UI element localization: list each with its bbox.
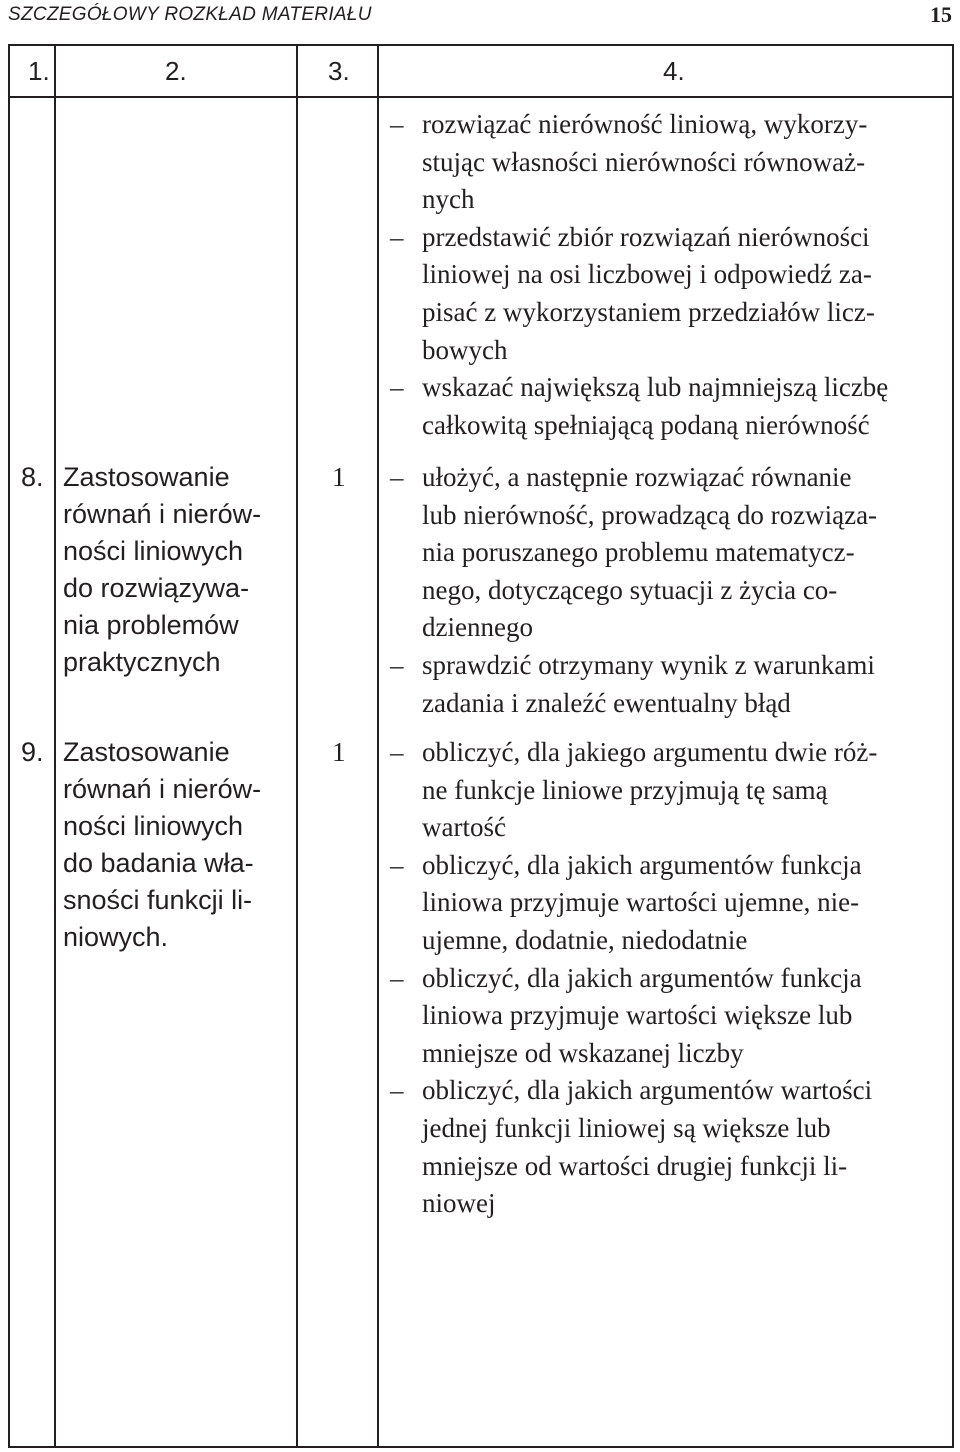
list-item (390, 960, 877, 1073)
text-line: obliczyć, dla jakich argumentów funkcja (422, 849, 862, 880)
text-line: ności liniowych (63, 536, 244, 566)
text-line: obliczyć, dla jakich argumentów funkcja (422, 962, 862, 993)
continuation-cell (390, 106, 889, 444)
text-line: stując własności nierówności równoważ- (422, 146, 866, 177)
text-line: pisać z wykorzystaniem przedziałów licz- (422, 296, 875, 327)
text-line: do rozwiązywa- (63, 573, 250, 603)
page-header (8, 0, 952, 34)
text-line: jednej funkcji liniowej są większe lub (422, 1112, 831, 1143)
text-line: równań i nierów- (63, 499, 262, 529)
column-divider-2 (296, 46, 298, 1446)
bullet-dash: – (390, 649, 404, 680)
text-line: sności funkcji li- (63, 885, 253, 915)
bullet-dash: – (390, 737, 404, 767)
text-line: przedstawić zbiór rozwiązań nierówności (422, 221, 870, 252)
hours-count: 1 (332, 462, 346, 492)
column-divider-3 (377, 46, 379, 1446)
header-title: SZCZEGÓŁOWY ROZKŁAD MATERIAŁU (8, 4, 372, 25)
text-line: wskazać największą lub najmniejszą liczbę (422, 372, 889, 403)
text-line: ne funkcje liniowe przyjmują tę samą (422, 774, 828, 805)
text-line: obliczyć, dla jakich argumentów wartości (422, 1075, 873, 1106)
text-line: Zastosowanie (63, 737, 230, 767)
text-line: Zastosowanie (63, 462, 230, 492)
row-number: 9. (21, 737, 44, 767)
text-line: mniejsze od wartości drugiej funkcji li- (422, 1150, 848, 1181)
list-item (390, 219, 888, 369)
column-header-3: 3. (328, 56, 350, 86)
hours-count: 1 (332, 737, 346, 767)
text-line: obliczyć, dla jakiego argumentu dwie róż- (422, 737, 878, 767)
header-row-divider (10, 96, 952, 98)
requirements-cell (390, 459, 878, 722)
column-header-1: 1. (28, 56, 50, 86)
text-line: lub nierówność, prowadzącą do rozwiąza- (422, 499, 878, 530)
list-item (390, 106, 888, 219)
text-line: bowych (422, 334, 508, 365)
text-line: ułożyć, a następnie rozwiązać równanie (422, 462, 852, 492)
text-line: rozwiązać nierówność liniową, wykorzy- (422, 109, 868, 139)
column-header-2: 2. (165, 56, 187, 86)
bullet-dash: – (390, 372, 404, 403)
text-line: nia poruszanego problemu matematycz- (422, 537, 855, 568)
list-item (390, 1072, 877, 1222)
list-item (390, 734, 878, 847)
text-line: ujemne, dodatnie, niedodatnie (422, 924, 748, 955)
text-line: nego, dotyczącego sytuacji z życia co- (422, 574, 838, 605)
list-item (390, 369, 889, 444)
text-line: liniowa przyjmuje wartości większe lub (422, 1000, 853, 1031)
row-topic (63, 459, 261, 681)
bullet-dash: – (390, 1075, 404, 1106)
text-line: ności liniowych (63, 811, 244, 841)
syllabus-table (8, 44, 954, 1448)
text-line: do badania wła- (63, 848, 254, 878)
text-line: zadania i znaleźć ewentualny błąd (422, 687, 791, 718)
bullet-dash: – (390, 462, 404, 492)
text-line: mniejsze od wskazanej liczby (422, 1037, 744, 1068)
bullet-dash: – (390, 849, 404, 880)
list-item (390, 847, 877, 960)
text-line: całkowitą spełniającą podaną nierówność (422, 409, 870, 440)
text-line: sprawdzić otrzymany wynik z warunkami (422, 649, 875, 680)
text-line: niowych. (63, 922, 169, 952)
text-line: praktycznych (63, 647, 221, 677)
bullet-dash: – (390, 221, 404, 252)
text-line: równań i nierów- (63, 774, 262, 804)
text-line: wartość (422, 812, 506, 843)
text-line: liniowa przyjmuje wartości ujemne, nie- (422, 887, 860, 918)
column-header-4: 4. (663, 56, 685, 86)
text-line: nia problemów (63, 610, 239, 640)
bullet-dash: – (390, 109, 404, 139)
text-line: dziennego (422, 612, 533, 643)
column-divider-1 (54, 46, 56, 1446)
bullet-dash: – (390, 962, 404, 993)
list-item (390, 459, 878, 647)
page-number: 15 (930, 2, 952, 27)
list-item (390, 647, 877, 722)
text-line: nych (422, 184, 475, 215)
requirements-cell (390, 734, 878, 1223)
text-line: niowej (422, 1188, 496, 1219)
text-line: liniowej na osi liczbowej i odpowiedź za- (422, 259, 872, 290)
row-number: 8. (21, 462, 44, 492)
row-topic (63, 734, 261, 956)
